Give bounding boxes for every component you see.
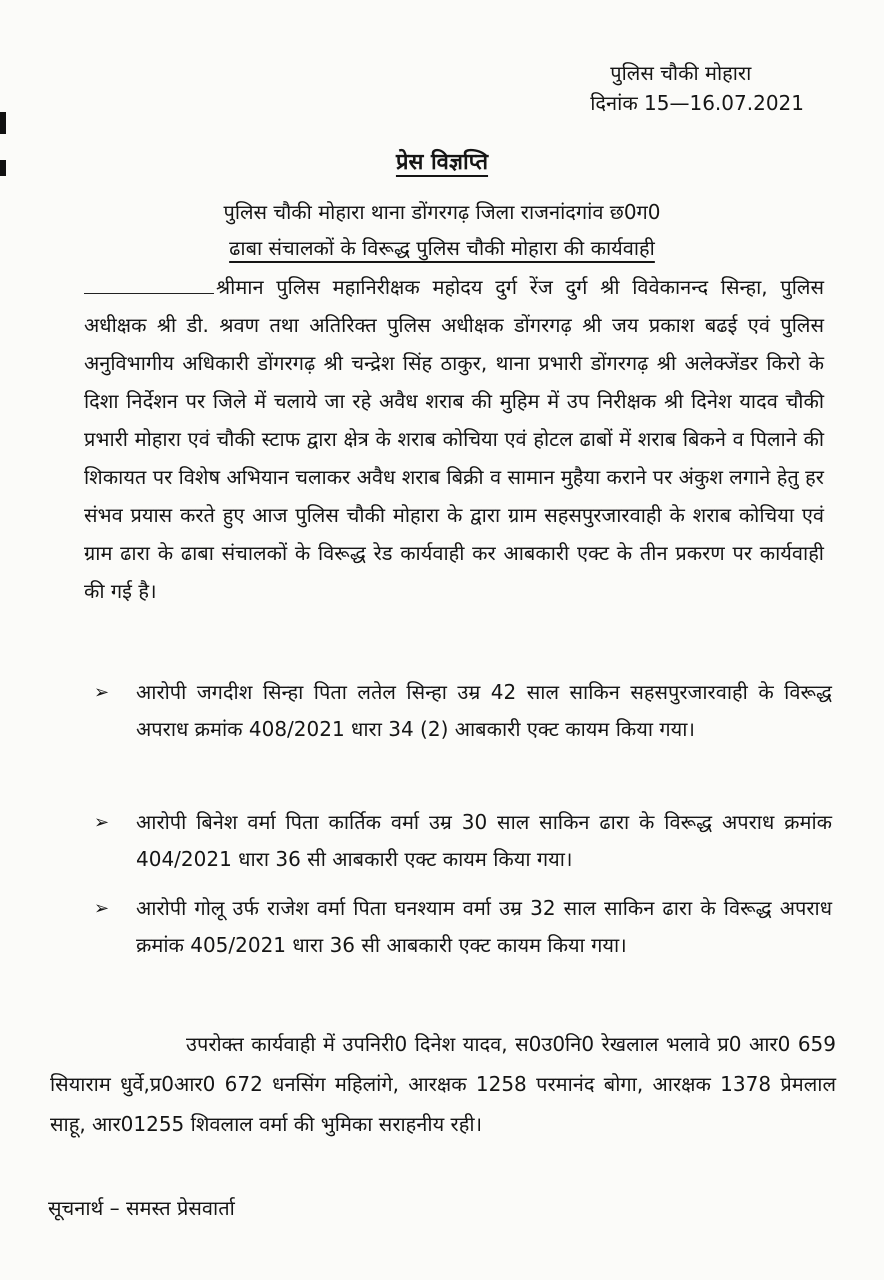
body-paragraph: श्रीमान पुलिस महानिरीक्षक महोदय दुर्ग रेंज दुर्ग श्री विवेकानन्द सिन्हा, पुलिस अधीक्षक श्री डी. श्रवण तथा अतिरिक्त पुलिस अधीक्षक डोंगरगढ़ श्री जय प्रकाश बढई एवं पुलिस अनुविभागीय अधिकारी डोंगरगढ़ श्री चन्द्रेश सिंह ठाकुर, थाना प्रभारी डोंगरगढ़ श्री अलेक्जेंडर किरो के दिशा निर्देशन पर जिले में चलाये जा रहे अवैध शराब की मुहिम में उप निरीक्षक श्री दिनेश यादव चौकी प्रभारी मोहारा एवं चौकी स्टाफ द्वारा क्षेत्र के शराब कोचिया एवं होटल ढाबों में शराब बिकने व पिलाने की शिकायत पर विशेष अभियान चलाकर अवैध शराब बिक्री व सामान मुहैया कराने पर अंकुश लगाने हेतु हर संभव प्रयास करते हुए आज पुलिस चौकी मोहारा के द्वारा ग्राम सहसपुरजारवाही के शराब कोचिया एवं ग्राम ढारा के ढाबा संचालकों के विरूद्ध रेड कार्यवाही कर आबकारी एक्ट के तीन प्रकरण पर कार्यवाही की गई है। [84, 275, 824, 603]
scan-edge-mark [0, 112, 6, 134]
office-name: पुलिस चौकी मोहारा [610, 61, 752, 85]
subtitle: पुलिस चौकी मोहारा थाना डोंगरगढ़ जिला राजनांदगांव छ0ग0 [223, 200, 661, 224]
release-date: दिनांक 15—16.07.2021 [590, 91, 804, 115]
list-item: ➢ आरोपी बिनेश वर्मा पिता कार्तिक वर्मा उम्र 30 साल साकिन ढारा के विरूद्ध अपराध क्रमांक 404/2021 धारा 36 सी आबकारी एक्ट कायम किया गया। [116, 804, 832, 878]
arrow-bullet-icon: ➢ [94, 898, 110, 919]
arrow-bullet-icon: ➢ [94, 812, 110, 833]
arrow-bullet-icon: ➢ [94, 682, 110, 703]
closing-paragraph: उपरोक्त कार्यवाही में उपनिरी0 दिनेश यादव, स0उ0नि0 रेखलाल भलावे प्र0 आर0 659 सियाराम धुर्वे,प्र0आर0 672 धनसिंग महिलांगे, आरक्षक 1258 परमानंद बोगा, आरक्षक 1378 प्रेमलाल साहू, आर01255 शिवलाल वर्मा की भुमिका सराहनीय रही। [50, 1032, 836, 1136]
blank-line [84, 275, 214, 294]
list-item: ➢ आरोपी जगदीश सिन्हा पिता लतेल सिन्हा उम्र 42 साल साकिन सहसपुरजारवाही के विरूद्ध अपराध क्रमांक 408/2021 धारा 34 (2) आबकारी एक्ट कायम किया गया। [116, 674, 832, 748]
list-item: ➢ आरोपी गोलू उर्फ राजेश वर्मा पिता घनश्याम वर्मा उम्र 32 साल साकिन ढारा के विरूद्ध अपराध क्रमांक 405/2021 धारा 36 सी आबकारी एक्ट कायम किया गया। [116, 890, 832, 964]
header-block [590, 58, 804, 118]
footer-note: सूचनार्थ – समस्त प्रेसवार्ता [48, 1196, 235, 1220]
subject-line: ढाबा संचालकों के विरूद्ध पुलिस चौकी मोहारा की कार्यवाही [229, 236, 655, 260]
page-title: प्रेस विज्ञप्ति [395, 150, 489, 175]
